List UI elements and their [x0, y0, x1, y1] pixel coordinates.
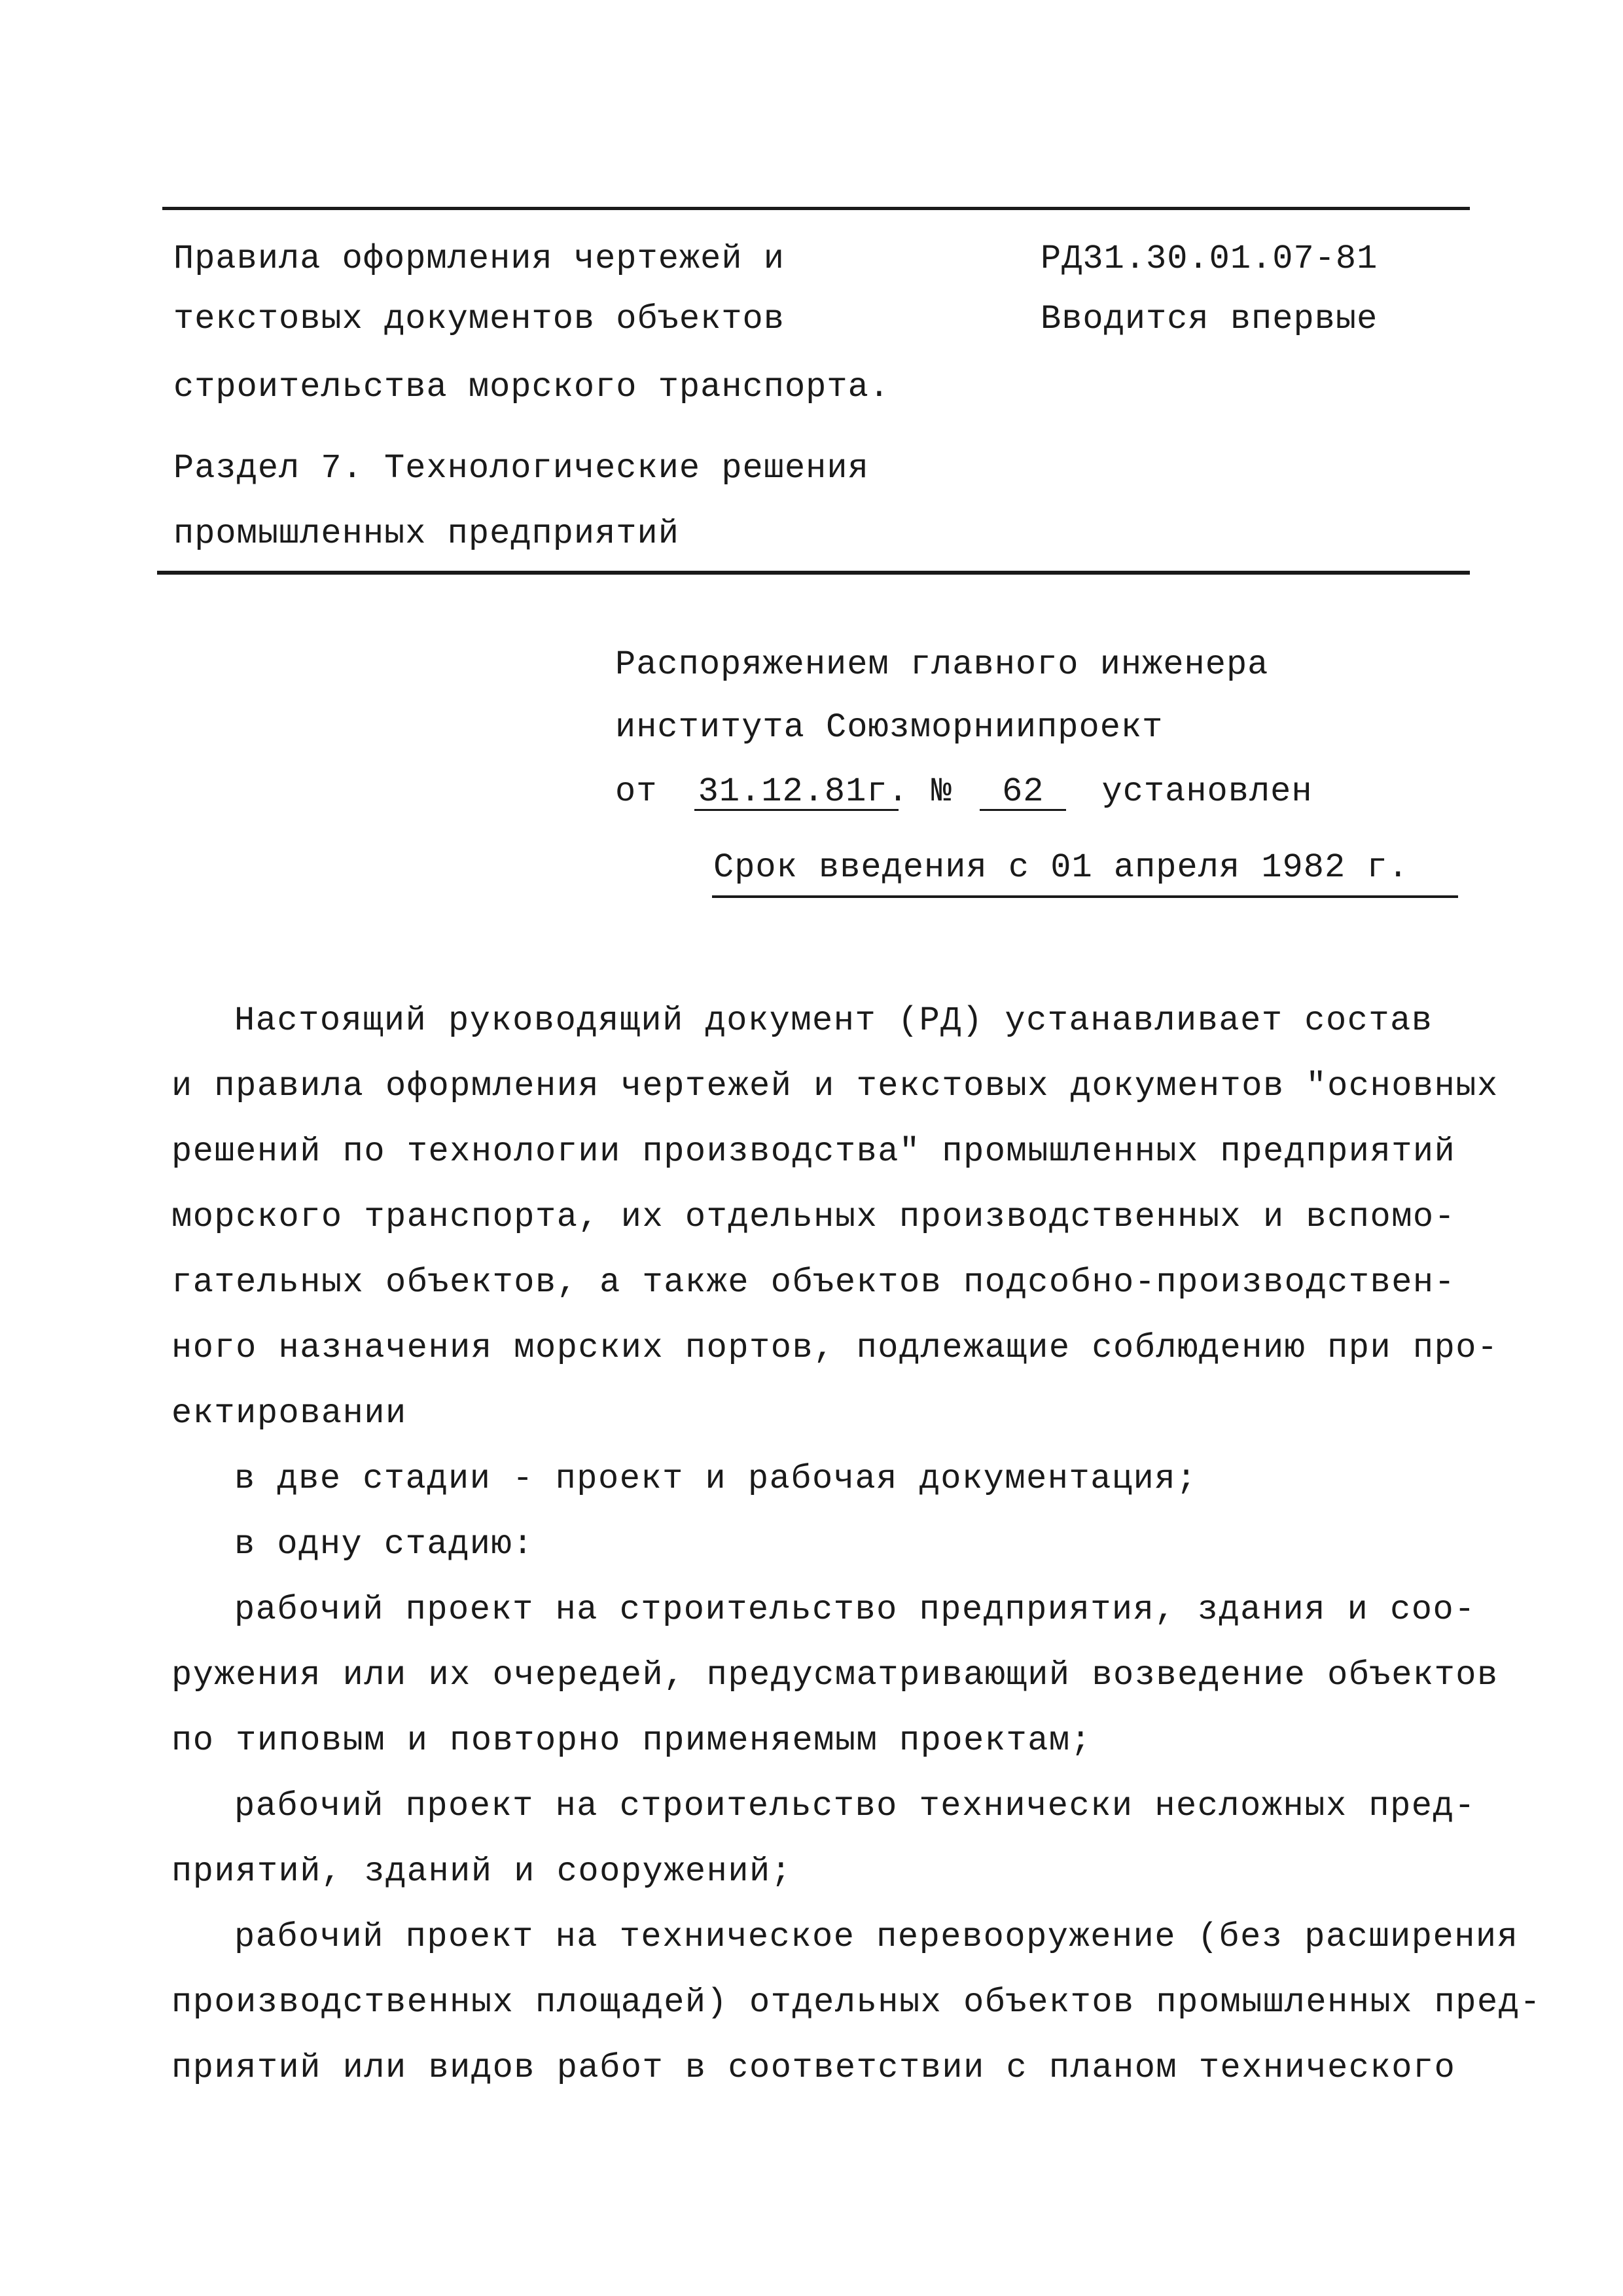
- approval-line-1: Распоряжением главного инженера: [615, 645, 1269, 684]
- body-line: Настоящий руководящий документ (РД) устанавливает состав: [234, 1001, 1433, 1040]
- body-text: [171, 988, 1542, 2101]
- body-line: рабочий проект на техническое перевооружение (без расширения: [234, 1918, 1519, 1956]
- header-bottom-rule: [157, 571, 1470, 575]
- body-line: в две стадии - проект и рабочая документация;: [234, 1460, 1198, 1498]
- doc-title-line-3: строительства морского транспорта.: [173, 368, 890, 406]
- body-line: ного назначения морских портов, подлежащие соблюдению при про-: [171, 1329, 1499, 1367]
- doc-title-line-2: текстовых документов объектов: [173, 300, 785, 338]
- effective-date-underline: [712, 895, 1458, 898]
- order-number: 62: [980, 775, 1066, 811]
- body-line: гательных объектов, а также объектов подсобно-производствен-: [171, 1263, 1456, 1302]
- order-date: 31.12.81г.: [694, 775, 899, 811]
- body-line: и правила оформления чертежей и текстовых документов "основных: [171, 1067, 1499, 1105]
- from-label: от: [615, 772, 658, 811]
- body-line: приятий или видов работ в соответствии с планом технического: [171, 2049, 1456, 2087]
- section-title-line-2: промышленных предприятий: [173, 514, 679, 553]
- approval-line-2: института Союзморниипроект: [615, 708, 1164, 747]
- body-line: в одну стадию:: [234, 1525, 534, 1564]
- body-line: морского транспорта, их отдельных производственных и вспомо-: [171, 1198, 1456, 1236]
- section-title-line-1: Раздел 7. Технологические решения: [173, 449, 869, 488]
- body-line: ектировании: [171, 1394, 407, 1433]
- body-line: приятий, зданий и сооружений;: [171, 1852, 793, 1891]
- body-line: решений по технологии производства" промышленных предприятий: [171, 1132, 1456, 1171]
- doc-status: Вводится впервые: [1041, 300, 1378, 338]
- body-line: рабочий проект на строительство предприятия, здания и соо-: [234, 1590, 1476, 1629]
- body-line: производственных площадей) отдельных объектов промышленных пред-: [171, 1983, 1542, 2022]
- body-line: рабочий проект на строительство технически несложных пред-: [234, 1787, 1476, 1825]
- body-line: ружения или их очередей, предусматривающий возведение объектов: [171, 1656, 1499, 1695]
- body-line: по типовым и повторно применяемым проектам;: [171, 1721, 1092, 1760]
- effective-date: Срок введения с 01 апреля 1982 г.: [713, 848, 1409, 887]
- number-sign: №: [931, 772, 953, 811]
- approval-line-3: [615, 772, 1313, 811]
- doc-title-line-1: Правила оформления чертежей и: [173, 240, 785, 278]
- doc-code: РД31.30.01.07-81: [1041, 240, 1378, 278]
- established-label: установлен: [1101, 772, 1313, 811]
- header-top-rule: [162, 207, 1470, 210]
